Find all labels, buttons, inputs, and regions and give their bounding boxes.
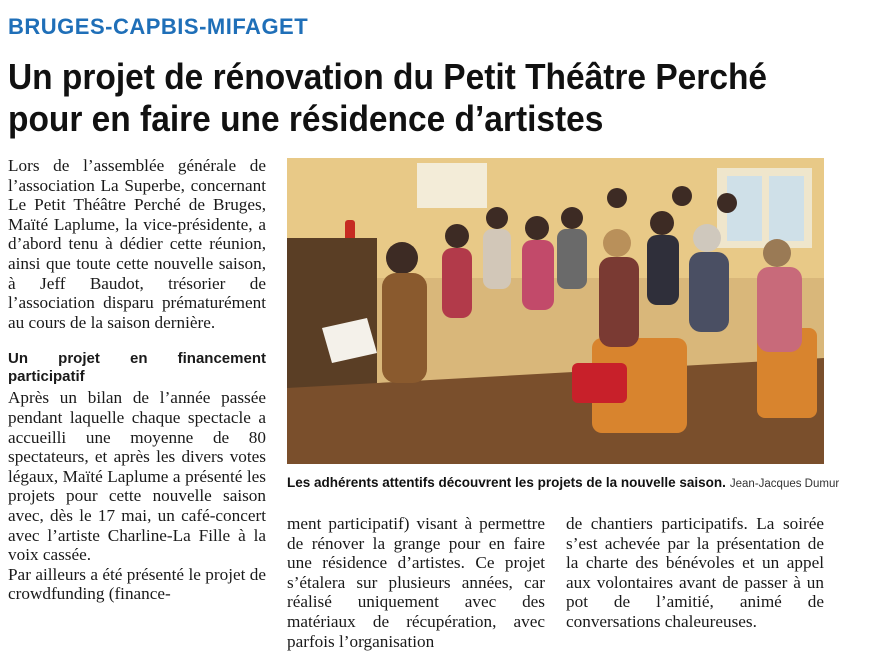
audience-photo-illustration (287, 158, 824, 464)
article-column-3 (566, 514, 824, 632)
article-column-2 (287, 514, 545, 651)
body-paragraph-1: Après un bilan de l’année passée pendant laquelle chaque spectacle a accueilli une moyenne de 80 spectateurs, et après les divers votes légaux, Maïté Laplume a présenté les projets pour cette nouvelle saison avec, dès le 17 mai, un café-concert avec l’artiste Charline-La Fille à la voix cassée. (8, 388, 266, 565)
body-paragraph-2-continued: ment participatif) visant à permettre de rénover la grange pour en faire une résidence d’artistes. Ce projet s’étalera sur plusieurs années, car réalisé uniquement avec des matériaux de récupération, avec parfois l’organisation (287, 514, 545, 651)
caption-text: Les adhérents attentifs découvrent les projets de la nouvelle saison. (287, 475, 726, 490)
section-kicker: BRUGES-CAPBIS-MIFAGET (8, 14, 309, 39)
photo-caption (287, 474, 847, 493)
article-photo (287, 158, 824, 464)
intro-paragraph: Lors de l’assemblée générale de l’association La Superbe, concernant Le Petit Théâtre Perché de Bruges, Maïté Laplume, la vice-présidente, a d’abord tenu à dédier cette réunion, ainsi que toute cette nouvelle saison, à Jeff Baudot, trésorier de l’association disparu prématurément au cours de la saison dernière. (8, 156, 266, 332)
article-headline: Un projet de rénovation du Petit Théâtre Perché pour en faire une résidence d’artistes (8, 56, 768, 139)
photo-credit: Jean-Jacques Dumur (729, 478, 840, 490)
body-paragraph-2-start: Par ailleurs a été présenté le projet de crowdfunding (finance- (8, 564, 266, 604)
article-column-1 (8, 156, 266, 604)
body-paragraph-2-end: de chantiers participatifs. La soirée s’est achevée par la présentation de la charte des bénévoles et un appel aux volontaires avant de passer à un pot de l’amitié, animé de conversations chaleureuses. (566, 514, 824, 631)
article-subheading: Un projet en financement participatif (8, 350, 266, 386)
